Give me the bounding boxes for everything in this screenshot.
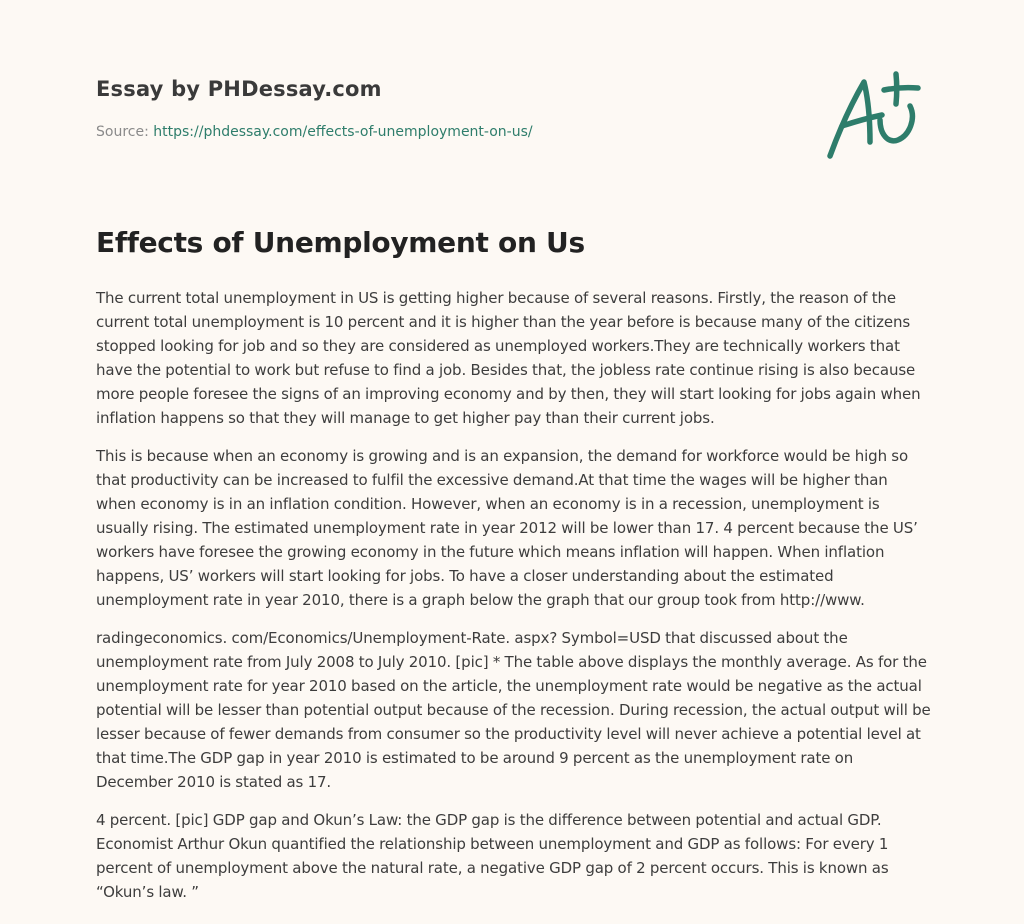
article-paragraph: 4 percent. [pic] GDP gap and Okun’s Law: the GDP gap is the difference between potential and actual GDP. Economist Arthur Okun quantified the relationship between unemployment and GDP as follows: For every 1 percent of unemployment above the natural rate, a negative GDP gap of 2 percent occurs. This is known as “Okun’s law. ” bbox=[96, 811, 889, 901]
source-link[interactable]: https://phdessay.com/effects-of-unemployment-on-us/ bbox=[153, 124, 533, 140]
article-paragraph: This is because when an economy is growing and is an expansion, the demand for workforce would be high so that productivity can be increased to fulfil the excessive demand.At that time the wages will be higher than when economy is in an inflation condition. However, when an economy is in a recession, unemployment is usually rising. The estimated unemployment rate in year 2012 will be lower than 17. 4 percent because the US’ workers have foresee the growing economy in the future which means inflation will happen. When inflation happens, US’ workers will start looking for jobs. To have a closer understanding about the estimated unemployment rate in year 2010, there is a graph below the graph that our group took from http://www. bbox=[96, 447, 918, 609]
essay-page bbox=[96, 0, 932, 901]
article-paragraph: radingeconomics. com/Economics/Unemployment-Rate. aspx? Symbol=USD that discussed about the unemployment rate from July 2008 to July 2010. [pic] * The table above displays the monthly average. As for the unemployment rate for year 2010 based on the article, the unemployment rate would be negative as the actual potential will be lesser than potential output because of the recession. During recession, the actual output will be lesser because of fewer demands from consumer so the productivity level will never achieve a potential level at that time.The GDP gap in year 2010 is estimated to be around 9 percent as the unemployment rate on December 2010 is stated as 17. bbox=[96, 629, 931, 791]
source-line bbox=[96, 124, 533, 140]
site-name: Essay by PHDessay.com bbox=[96, 77, 382, 101]
article-body bbox=[96, 286, 932, 918]
article-title: Effects of Unemployment on Us bbox=[96, 226, 585, 259]
page-header bbox=[96, 0, 932, 200]
a-plus-icon bbox=[824, 68, 924, 164]
source-label: Source: bbox=[96, 124, 154, 140]
article-paragraph: The current total unemployment in US is getting higher because of several reasons. Firstly, the reason of the current total unemployment is 10 percent and it is higher than the year before is because many of the citizens stopped looking for job and so they are considered as unemployed workers.They are technically workers that have the potential to work but refuse to find a job. Besides that, the jobless rate continue rising is also because more people foresee the signs of an improving economy and by then, they will start looking for jobs again when inflation happens so that they will manage to get higher pay than their current jobs. bbox=[96, 289, 921, 427]
